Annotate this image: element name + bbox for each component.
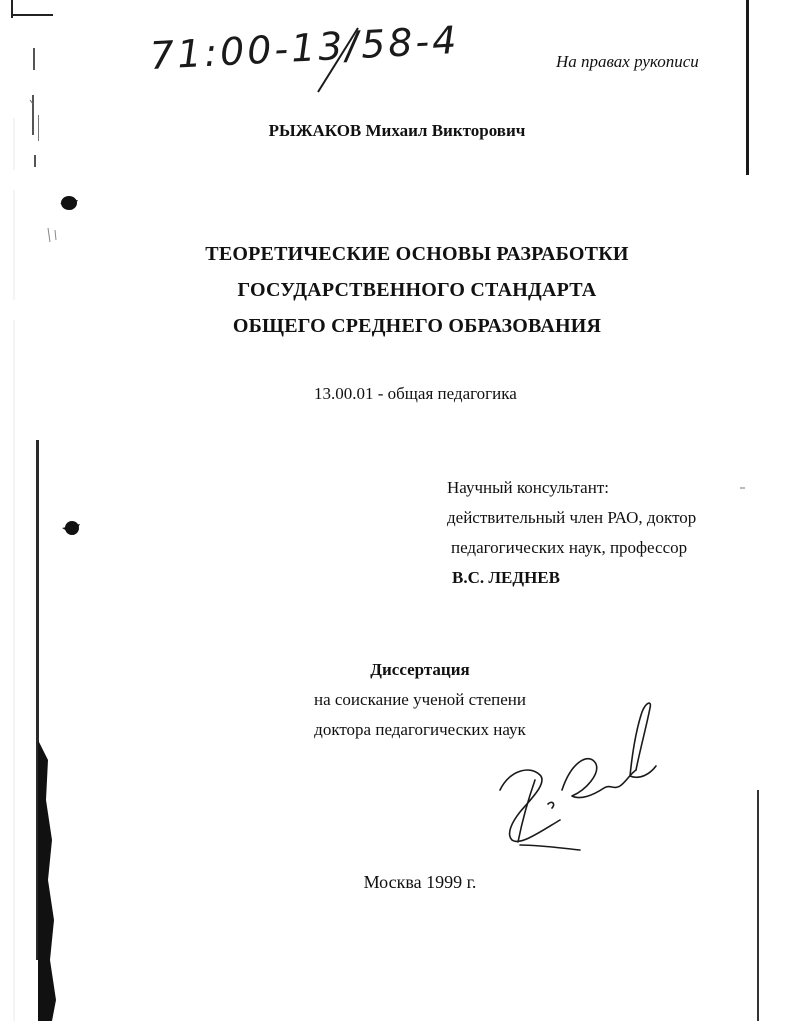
handwritten-catalog-code: 71:00-13/58-4 — [148, 17, 461, 78]
signature-stroke-5 — [630, 703, 656, 777]
author-name: РЫЖАКОВ Михаил Викторович — [268, 121, 526, 140]
consultant-name: В.С. ЛЕДНЕВ — [452, 568, 560, 587]
rights-notice: На правах рукописи — [556, 52, 699, 71]
consultant-label: Научный консультант: — [447, 478, 609, 497]
title-line-3: ОБЩЕГО СРЕДНЕГО ОБРАЗОВАНИЯ — [232, 315, 602, 337]
dissertation-line-1: на соискание ученой степени — [313, 690, 527, 709]
signature-stroke-4 — [562, 759, 636, 798]
signature-stroke-3 — [548, 802, 554, 808]
dissertation-heading: Диссертация — [370, 660, 470, 679]
signature-stroke-6 — [520, 845, 580, 850]
consultant-line-1: действительный член РАО, доктор — [447, 508, 697, 527]
dissertation-line-2: доктора педагогических наук — [314, 720, 526, 739]
signature-strokes — [500, 703, 656, 850]
specialty-code: 13.00.01 - общая педагогика — [314, 384, 517, 403]
title-line-1: ТЕОРЕТИЧЕСКИЕ ОСНОВЫ РАЗРАБОТКИ — [205, 243, 629, 265]
consultant-line-2: педагогических наук, профессор — [451, 538, 688, 557]
title-line-2: ГОСУДАРСТВЕННОГО СТАНДАРТА — [237, 279, 597, 301]
city-year: Москва 1999 г. — [363, 872, 477, 892]
signature-stroke-1 — [500, 770, 560, 841]
